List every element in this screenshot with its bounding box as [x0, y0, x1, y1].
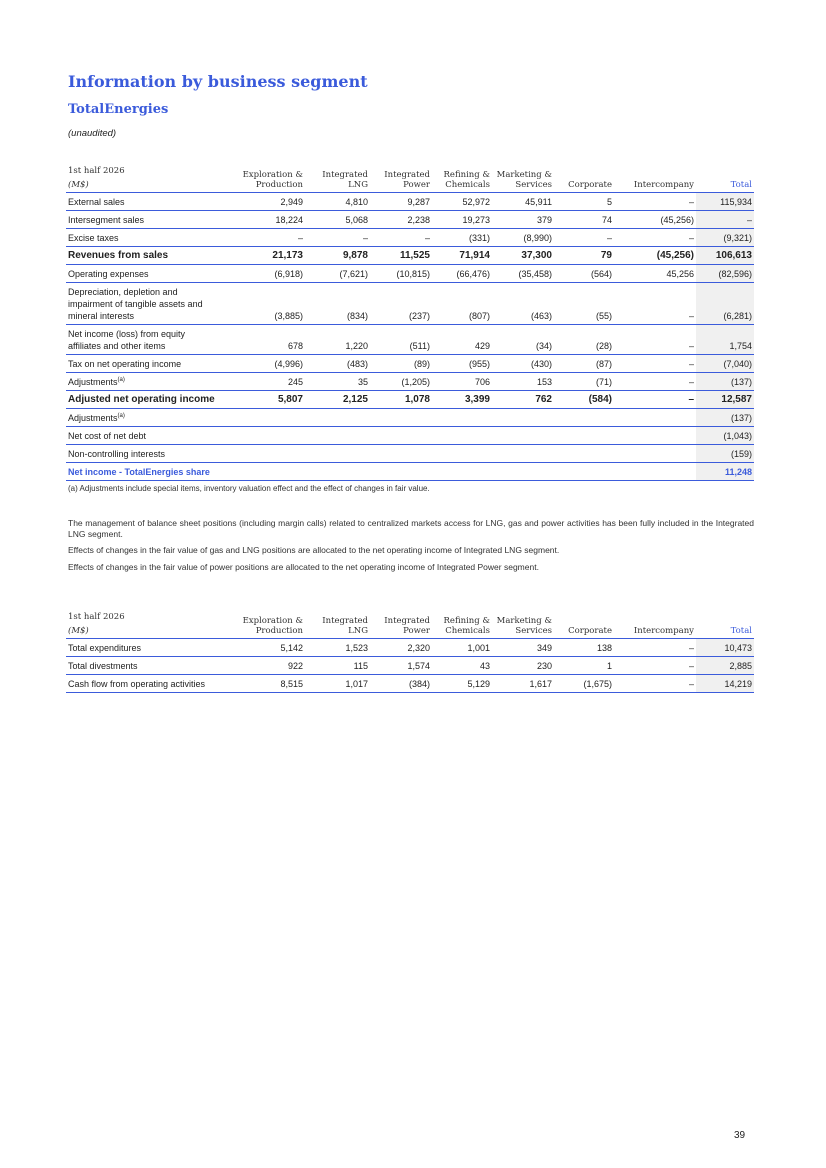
value-cell: (1,675): [583, 679, 612, 689]
value-cell: (28): [595, 341, 612, 351]
paragraph-balance-sheet: The management of balance sheet positions (including margin calls) related to centralized markets access for LNG, gas and power activities has been fully included in the Integrated LNG segment.: [68, 518, 754, 539]
col-header-corporate: Corporate: [568, 626, 612, 636]
table-row: [66, 373, 754, 391]
value-cell: 922: [287, 661, 303, 671]
row-label: [66, 211, 236, 229]
value-cell: 8,515: [280, 679, 303, 689]
value-cell: (807): [468, 311, 490, 321]
value-cell: 52,972: [462, 197, 490, 207]
col-header-total: Total: [730, 626, 752, 636]
table-row: [66, 355, 754, 373]
page-title: Information by business segment: [68, 72, 368, 91]
row-label-text: Adjusted net operating income: [68, 394, 215, 405]
empty-cell: [236, 409, 696, 427]
value-cell: –: [688, 661, 694, 671]
value-cell: –: [688, 643, 694, 653]
value-cell: –: [362, 233, 368, 243]
value-cell: 115: [353, 661, 368, 671]
row-label: [66, 657, 236, 675]
adjustments-footnote: (a) Adjustments include special items, inventory valuation effect and the effect of changes in fair value.: [68, 484, 430, 493]
value-cell: (511): [409, 341, 430, 351]
company-subtitle: TotalEnergies: [68, 102, 169, 117]
value-cell: 1,523: [345, 643, 368, 653]
value-cell: 379: [536, 215, 552, 225]
value-cell: (564): [590, 269, 612, 279]
col-header-corporate: Corporate: [568, 180, 612, 190]
value-cell: 429: [474, 341, 490, 351]
value-cell: 43: [479, 661, 490, 671]
row-label-text: Excise taxes: [68, 233, 119, 243]
value-cell: 45,911: [525, 197, 552, 207]
row-label-text: Adjustments: [68, 413, 118, 423]
value-cell: (34): [535, 341, 552, 351]
footnote-marker: (a): [117, 413, 125, 419]
value-cell: (10,815): [396, 269, 430, 279]
unaudited-note: (unaudited): [68, 128, 117, 139]
value-cell: –: [688, 233, 694, 243]
value-cell: 5,807: [277, 394, 303, 405]
value-cell: –: [688, 341, 694, 351]
value-cell: (430): [530, 359, 552, 369]
paragraph-gas-lng-fair-value: Effects of changes in the fair value of gas and LNG positions are allocated to the net operating income of Integrated LNG segment.: [68, 545, 560, 555]
value-cell: 230: [536, 661, 552, 671]
value-cell: (71): [595, 377, 612, 387]
value-cell: (66,476): [456, 269, 490, 279]
table-row: [66, 427, 754, 445]
table-header-row: [66, 612, 754, 639]
investments-cashflow-table: [66, 612, 754, 693]
value-cell: 706: [474, 377, 490, 387]
value-cell: –: [688, 359, 694, 369]
row-label-text: Adjustments: [68, 377, 118, 387]
value-cell: (463): [530, 311, 552, 321]
total-cell: –: [696, 211, 754, 229]
row-label: [66, 247, 236, 265]
value-cell: 1,617: [529, 679, 552, 689]
row-label: [66, 373, 236, 391]
row-label: [66, 265, 236, 283]
total-cell: 1,754: [696, 325, 754, 355]
value-cell: 19,273: [462, 215, 490, 225]
value-cell: (8,990): [523, 233, 552, 243]
value-cell: 2,125: [342, 394, 368, 405]
row-label-text: External sales: [68, 197, 125, 207]
period-label: 1st half 2026: [68, 166, 125, 176]
value-cell: 9,287: [407, 197, 430, 207]
col-header-total: Total: [730, 180, 752, 190]
value-cell: 79: [600, 250, 612, 261]
table-row: [66, 265, 754, 283]
value-cell: (3,885): [274, 311, 303, 321]
value-cell: 45,256: [666, 269, 694, 279]
value-cell: (45,256): [656, 250, 694, 261]
table-row: [66, 325, 754, 355]
total-cell: 106,613: [696, 247, 754, 265]
table-header-row: [66, 166, 754, 193]
col-header-marketing: Marketing & Services: [496, 170, 552, 190]
row-label-text: Tax on net operating income: [68, 359, 182, 369]
col-header-marketing: Marketing & Services: [496, 616, 552, 636]
value-cell: 245: [287, 377, 303, 387]
row-label: [66, 391, 236, 409]
value-cell: 1,001: [467, 643, 490, 653]
total-cell: (137): [696, 373, 754, 391]
value-cell: (955): [468, 359, 490, 369]
value-cell: –: [688, 394, 694, 405]
empty-cell: [236, 427, 696, 445]
total-cell: (137): [696, 409, 754, 427]
value-cell: 11,525: [399, 250, 430, 261]
value-cell: (89): [413, 359, 430, 369]
row-label: [66, 355, 236, 373]
value-cell: (35,458): [518, 269, 552, 279]
value-cell: –: [688, 679, 694, 689]
value-cell: 678: [287, 341, 303, 351]
value-cell: –: [688, 377, 694, 387]
row-label: [66, 639, 236, 657]
row-label-text: Total divestments: [68, 661, 138, 671]
table-row: [66, 639, 754, 657]
table-row: [66, 211, 754, 229]
table-row: [66, 391, 754, 409]
value-cell: 1: [606, 661, 612, 671]
total-cell: 115,934: [696, 193, 754, 211]
row-label-line: affiliates and other items: [68, 341, 166, 351]
value-cell: 71,914: [459, 250, 490, 261]
col-header-integrated-lng: Integrated LNG: [322, 616, 368, 636]
value-cell: (87): [595, 359, 612, 369]
table-row: [66, 409, 754, 427]
row-label: [66, 409, 236, 427]
row-label-line: impairment of tangible assets and: [68, 299, 203, 309]
value-cell: –: [297, 233, 303, 243]
total-cell: 10,473: [696, 639, 754, 657]
col-header-exploration: Exploration & Production: [242, 170, 303, 190]
value-cell: 74: [601, 215, 612, 225]
value-cell: 349: [536, 643, 552, 653]
value-cell: –: [424, 233, 430, 243]
value-cell: 37,300: [521, 250, 552, 261]
table-row: [66, 463, 754, 481]
value-cell: (384): [408, 679, 430, 689]
total-cell: (6,281): [696, 283, 754, 325]
row-label: [66, 283, 236, 325]
value-cell: 18,224: [275, 215, 303, 225]
total-cell: (9,321): [696, 229, 754, 247]
footnote-marker: (a): [117, 377, 125, 383]
row-label-text: Intersegment sales: [68, 215, 145, 225]
header-period-cell: [66, 166, 236, 193]
paragraph-power-fair-value: Effects of changes in the fair value of power positions are allocated to the net operating income of Integrated Power segment.: [68, 562, 539, 572]
value-cell: (483): [346, 359, 368, 369]
value-cell: 3,399: [464, 394, 490, 405]
value-cell: 153: [536, 377, 552, 387]
table-row: [66, 247, 754, 265]
unit-label: (M$): [68, 180, 89, 190]
value-cell: 5: [606, 197, 612, 207]
value-cell: 1,017: [345, 679, 368, 689]
period-label: 1st half 2026: [68, 612, 125, 622]
value-cell: (45,256): [660, 215, 694, 225]
col-header-refining: Refining & Chemicals: [443, 170, 490, 190]
row-label: [66, 229, 236, 247]
row-label-text: Net income - TotalEnergies share: [68, 467, 210, 477]
col-header-integrated-lng: Integrated LNG: [322, 170, 368, 190]
value-cell: (55): [595, 311, 612, 321]
row-label-line: Depreciation, depletion and: [68, 287, 178, 297]
unit-label: (M$): [68, 626, 89, 636]
value-cell: 9,878: [342, 250, 368, 261]
row-label: [66, 445, 236, 463]
row-label: [66, 325, 236, 355]
value-cell: 2,949: [280, 197, 303, 207]
total-cell: 14,219: [696, 675, 754, 693]
row-label-text: Total expenditures: [68, 643, 142, 653]
value-cell: –: [606, 233, 612, 243]
value-cell: 4,810: [345, 197, 368, 207]
row-label-line: mineral interests: [68, 311, 135, 321]
col-header-refining: Refining & Chemicals: [443, 616, 490, 636]
header-period-cell: [66, 612, 236, 639]
row-label-text: Cash flow from operating activities: [68, 679, 206, 689]
row-label: [66, 193, 236, 211]
table-row: [66, 283, 754, 325]
row-label: [66, 463, 236, 481]
row-label-text: Net cost of net debt: [68, 431, 147, 441]
value-cell: –: [688, 197, 694, 207]
value-cell: (4,996): [274, 359, 303, 369]
segment-results-table: [66, 166, 754, 481]
value-cell: 1,574: [407, 661, 430, 671]
col-header-integrated-power: Integrated Power: [384, 616, 430, 636]
value-cell: –: [688, 311, 694, 321]
value-cell: (237): [408, 311, 430, 321]
col-header-exploration: Exploration & Production: [242, 616, 303, 636]
total-cell: (82,596): [696, 265, 754, 283]
value-cell: (331): [468, 233, 490, 243]
total-cell: 12,587: [696, 391, 754, 409]
total-cell: (1,043): [696, 427, 754, 445]
value-cell: 138: [596, 643, 612, 653]
row-label: [66, 675, 236, 693]
row-label-text: Non-controlling interests: [68, 449, 166, 459]
row-label-text: Operating expenses: [68, 269, 149, 279]
page-number: 39: [734, 1130, 746, 1141]
value-cell: 5,142: [280, 643, 303, 653]
empty-cell: [236, 445, 696, 463]
value-cell: (7,621): [339, 269, 368, 279]
value-cell: 5,129: [467, 679, 490, 689]
value-cell: 1,078: [404, 394, 430, 405]
row-label-text: Revenues from sales: [68, 250, 169, 261]
total-cell: 2,885: [696, 657, 754, 675]
value-cell: 1,220: [345, 341, 368, 351]
col-header-integrated-power: Integrated Power: [384, 170, 430, 190]
table-row: [66, 193, 754, 211]
value-cell: 21,173: [272, 250, 303, 261]
table-row: [66, 675, 754, 693]
value-cell: (834): [346, 311, 368, 321]
table-row: [66, 229, 754, 247]
col-header-intercompany: Intercompany: [633, 626, 694, 636]
value-cell: 5,068: [345, 215, 368, 225]
value-cell: 2,320: [407, 643, 430, 653]
col-header-intercompany: Intercompany: [633, 180, 694, 190]
empty-cell: [236, 463, 696, 481]
value-cell: (584): [588, 394, 612, 405]
value-cell: (6,918): [274, 269, 303, 279]
table-row: [66, 657, 754, 675]
value-cell: 2,238: [407, 215, 430, 225]
total-cell: (159): [696, 445, 754, 463]
table-row: [66, 445, 754, 463]
value-cell: (1,205): [401, 377, 430, 387]
total-cell: (7,040): [696, 355, 754, 373]
total-cell: 11,248: [696, 463, 754, 481]
row-label-line: Net income (loss) from equity: [68, 329, 186, 339]
value-cell: 35: [357, 377, 368, 387]
value-cell: 762: [535, 394, 552, 405]
row-label: [66, 427, 236, 445]
